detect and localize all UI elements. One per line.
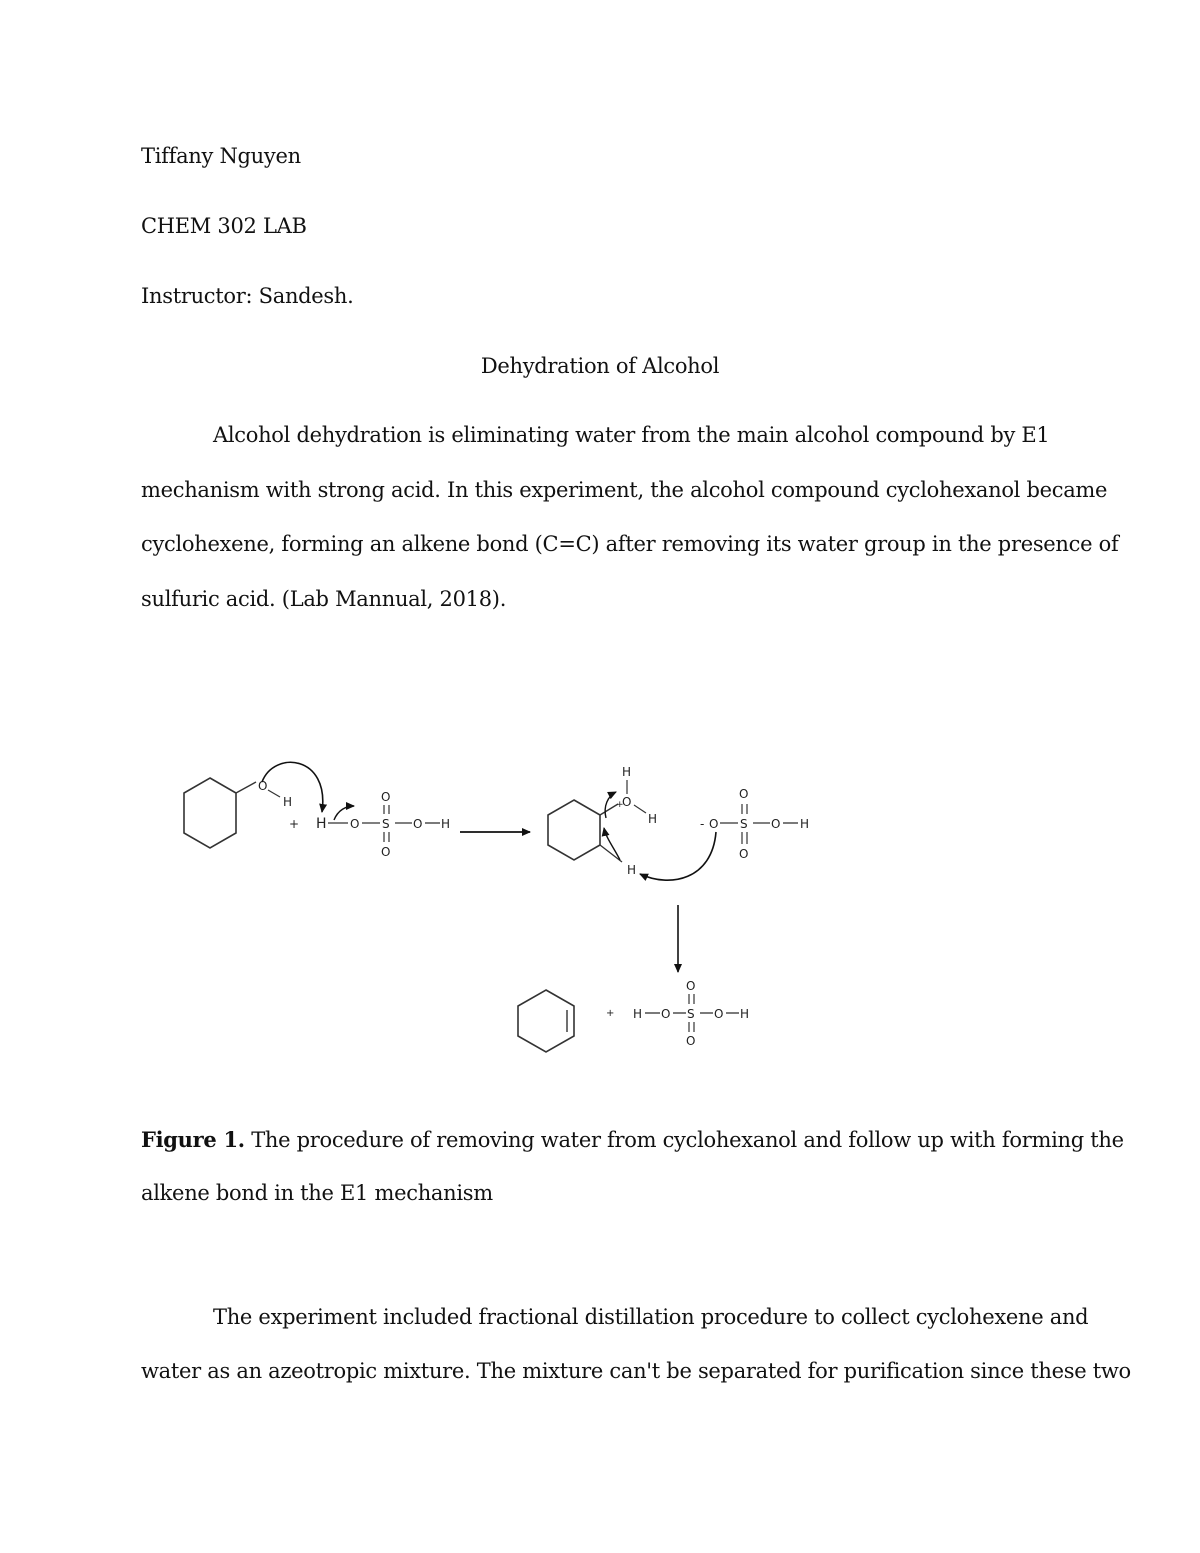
figure-caption-line-1: [141, 1127, 1124, 1152]
intermediate-ring: [548, 800, 600, 860]
plus-sign: +: [616, 800, 624, 810]
atom-o: O: [413, 817, 423, 831]
atom-h: H: [633, 1007, 643, 1021]
atom-s: S: [382, 817, 390, 831]
atom-h: H: [441, 817, 451, 831]
atom-o: O: [739, 847, 749, 861]
atom-o: O: [258, 779, 268, 793]
minus-sign: -: [700, 817, 705, 831]
atom-h: H: [800, 817, 810, 831]
atom-s: S: [740, 817, 748, 831]
curved-arrow: [605, 792, 616, 818]
atom-o: O: [350, 817, 360, 831]
intro-line-3: cyclohexene, forming an alkene bond (C=C) after removing its water group in the presence of: [141, 532, 1119, 556]
curved-arrow: [604, 828, 620, 860]
atom-h: H: [283, 795, 293, 809]
atom-o: O: [686, 1034, 696, 1048]
atom-h: H: [740, 1007, 750, 1021]
body-line-1: The experiment included fractional distillation procedure to collect cyclohexene and: [213, 1305, 1089, 1329]
cyclohexene-ring: [518, 990, 574, 1052]
atom-o: O: [739, 787, 749, 801]
atom-h: H: [622, 765, 632, 779]
atom-o: O: [771, 817, 781, 831]
curved-arrow: [262, 762, 323, 812]
document-title: Dehydration of Alcohol: [480, 354, 720, 378]
intro-line-1: Alcohol dehydration is eliminating water from the main alcohol compound by E1: [213, 423, 1050, 447]
atom-o: O: [709, 817, 719, 831]
atom-h: H: [627, 863, 637, 877]
atom-o: O: [381, 790, 391, 804]
atom-o: O: [714, 1007, 724, 1021]
cyclohexanol-ring: [184, 778, 236, 848]
intro-line-2: mechanism with strong acid. In this experiment, the alcohol compound cyclohexanol became: [141, 478, 1108, 502]
author-name: Tiffany Nguyen: [141, 144, 301, 168]
atom-o: O: [622, 795, 632, 809]
course-name: CHEM 302 LAB: [141, 214, 307, 238]
figure-label: Figure 1.: [141, 1127, 245, 1152]
atom-s: S: [687, 1007, 695, 1021]
body-line-2: water as an azeotropic mixture. The mixture can't be separated for purification since these two: [141, 1359, 1131, 1383]
plus-sign: +: [606, 1008, 615, 1019]
intro-line-4: sulfuric acid. (Lab Mannual, 2018).: [141, 587, 507, 611]
atom-o: O: [686, 979, 696, 993]
instructor-line: Instructor: Sandesh.: [141, 284, 354, 308]
atom-o: O: [381, 845, 391, 859]
atom-h: H: [316, 816, 327, 832]
figure-caption-text: The procedure of removing water from cyclohexanol and follow up with forming the: [244, 1128, 1124, 1152]
atom-h: H: [648, 812, 658, 826]
atom-o: O: [661, 1007, 671, 1021]
curved-arrow: [640, 832, 716, 880]
plus-sign: +: [289, 817, 300, 831]
figure-caption-line-2: alkene bond in the E1 mechanism: [141, 1181, 493, 1205]
